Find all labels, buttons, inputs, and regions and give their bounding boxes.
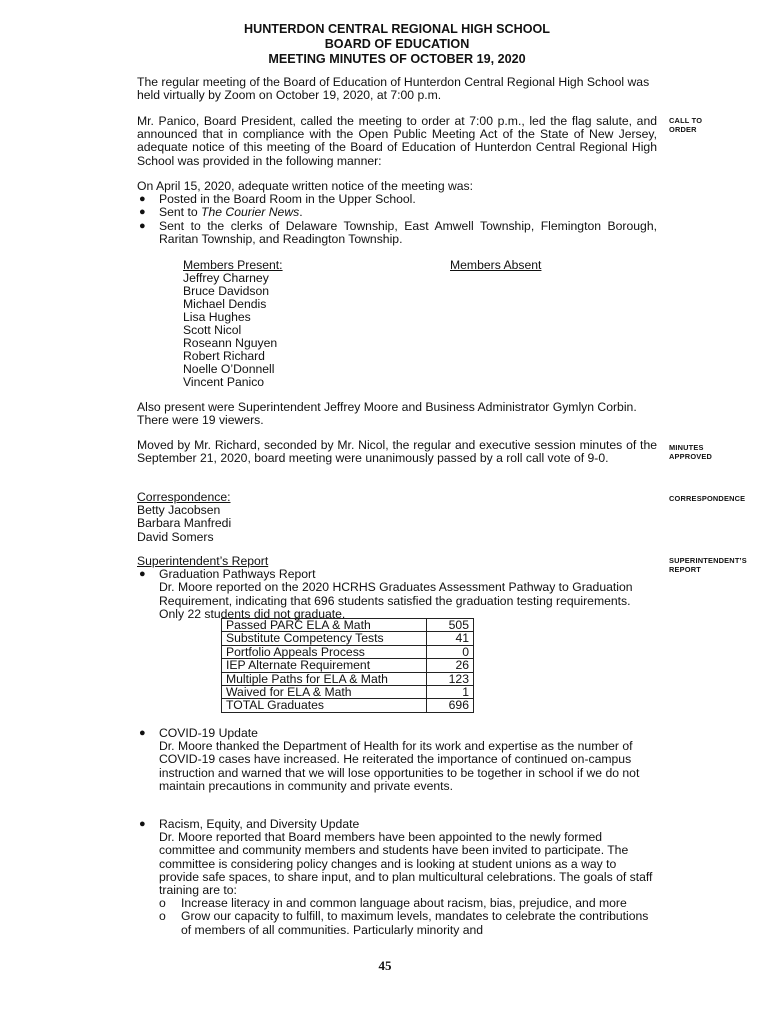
members-present-label: Members Present:	[183, 258, 283, 272]
correspondence-name: Betty Jacobsen	[137, 503, 221, 518]
correspondence-name: Barbara Manfredi	[137, 516, 232, 531]
table-row: Passed PARC ELA & Math 505	[222, 619, 474, 632]
member-name: Noelle O’Donnell	[183, 362, 275, 376]
member-name: Robert Richard	[183, 349, 265, 363]
table-row: Substitute Competency Tests 41	[222, 632, 474, 645]
bullet-icon: ●	[139, 206, 146, 219]
side-label-superintendent-report: SUPERINTENDENT’S REPORT	[669, 556, 747, 574]
circle-bullet-icon: o	[159, 909, 166, 924]
superintendent-report-title: Superintendent’s Report	[137, 554, 269, 568]
members-absent-label: Members Absent	[450, 258, 542, 272]
notice-bullet-1: ● Posted in the Board Room in the Upper School.	[139, 192, 416, 207]
member-name: Lisa Hughes	[183, 310, 251, 324]
member-name: Michael Dendis	[183, 297, 267, 311]
notice-bullet-2: ● Sent to The Courier News.	[139, 205, 303, 220]
bullet-icon: ●	[139, 219, 146, 232]
side-label-minutes-approved: MINUTES APPROVED	[669, 443, 713, 461]
graduation-table-wrap	[137, 618, 657, 713]
members-present-column	[183, 259, 433, 389]
graduation-pathways-table	[221, 618, 474, 713]
member-name: Jeffrey Charney	[183, 271, 269, 285]
table-row: IEP Alternate Requirement 26	[222, 659, 474, 672]
table-row: Portfolio Appeals Process 0	[222, 645, 474, 658]
member-name: Scott Nicol	[183, 323, 242, 337]
report-item-text: Dr. Moore reported that Board members have been appointed to the newly formed committee and community members and students have been invited to participate. The committee is considering policy changes and is looking at student unions as a way to provide safe spaces, to share input, and to plan multicultural celebrations. The goals of staff training are to:	[159, 830, 653, 898]
bullet-icon: ●	[139, 727, 146, 739]
board-name: BOARD OF EDUCATION	[324, 37, 470, 51]
also-present-paragraph: Also present were Superintendent Jeffrey Moore and Business Administrator Gymlyn Corbin. There were 19 viewers.	[137, 400, 637, 428]
member-name: Roseann Nguyen	[183, 336, 278, 350]
report-item-equity	[137, 818, 657, 937]
report-item-covid	[137, 727, 657, 793]
bullet-icon: ●	[139, 568, 146, 581]
school-name: HUNTERDON CENTRAL REGIONAL HIGH SCHOOL	[244, 22, 550, 36]
member-name: Vincent Panico	[183, 375, 265, 389]
table-row: TOTAL Graduates 696	[222, 699, 474, 712]
table-row: Multiple Paths for ELA & Math 123	[222, 672, 474, 685]
call-to-order-paragraph: Mr. Panico, Board President, called the meeting to order at 7:00 p.m., led the flag salute, and announced that in compliance with the Open Public Meeting Act of the State of New Jersey, adequate notice of this meeting of the Board of Education of Hunterdon Central Regional High School was provided in the following manner:	[137, 114, 657, 168]
notice-lead: On April 15, 2020, adequate written notice of the meeting was:	[137, 179, 474, 193]
training-goal-1: o Increase literacy in and common language about racism, bias, prejudice, and more	[159, 896, 627, 911]
notice-section	[137, 180, 657, 246]
page-number: 45	[378, 958, 392, 973]
minutes-paragraph: Moved by Mr. Richard, seconded by Mr. Nicol, the regular and executive session minutes of the September 21, 2020, board meeting were unanimously passed by a roll call vote of 9-0.	[137, 438, 657, 466]
table-row: Waived for ELA & Math 1	[222, 686, 474, 699]
correspondence-name: David Somers	[137, 529, 214, 544]
side-label-call-to-order: CALL TO ORDER	[669, 116, 703, 134]
bullet-icon: ●	[139, 818, 146, 830]
document-header	[137, 22, 657, 67]
correspondence-section	[137, 491, 657, 544]
meeting-title: MEETING MINUTES OF OCTOBER 19, 2020	[268, 52, 526, 66]
intro-paragraph: The regular meeting of the Board of Education of Hunterdon Central Regional High School was held virtually by Zoom on October 19, 2020, at 7:00 p.m.	[137, 75, 650, 103]
members-absent-column	[450, 259, 600, 272]
report-item-graduation	[137, 568, 657, 621]
report-item-text: Dr. Moore reported on the 2020 HCRHS Graduates Assessment Pathway to Graduation Requirement, indicating that 696 students satisfied the graduation testing requirements. Only 22 students did not graduate.	[159, 580, 633, 621]
report-item-title: Graduation Pathways Report	[159, 567, 316, 582]
correspondence-title: Correspondence:	[137, 490, 231, 504]
notice-bullet-3: ● Sent to the clerks of Delaware Township, East Amwell Township, Flemington Borough, Raritan Township, and Readington Township.	[139, 218, 657, 246]
report-item-title: Racism, Equity, and Diversity Update	[159, 817, 360, 831]
side-label-correspondence: CORRESPONDENCE	[669, 494, 746, 503]
report-item-text: Dr. Moore thanked the Department of Health for its work and expertise as the number of COVID-19 cases have increased. He reiterated the importance of continued on-campus instruction and warned that we will lose opportunities to be together in school if we do not maintain precautions in community and private events.	[159, 739, 640, 793]
bullet-icon: ●	[139, 193, 146, 206]
report-item-title: COVID-19 Update	[159, 726, 258, 740]
superintendent-report-section	[137, 555, 657, 713]
circle-bullet-icon: o	[159, 896, 166, 911]
training-goal-2: o Grow our capacity to fulfill, to maximum levels, mandates to celebrate the contributions of members of all communities. Particularly minority and	[159, 909, 649, 937]
member-name: Bruce Davidson	[183, 284, 270, 298]
